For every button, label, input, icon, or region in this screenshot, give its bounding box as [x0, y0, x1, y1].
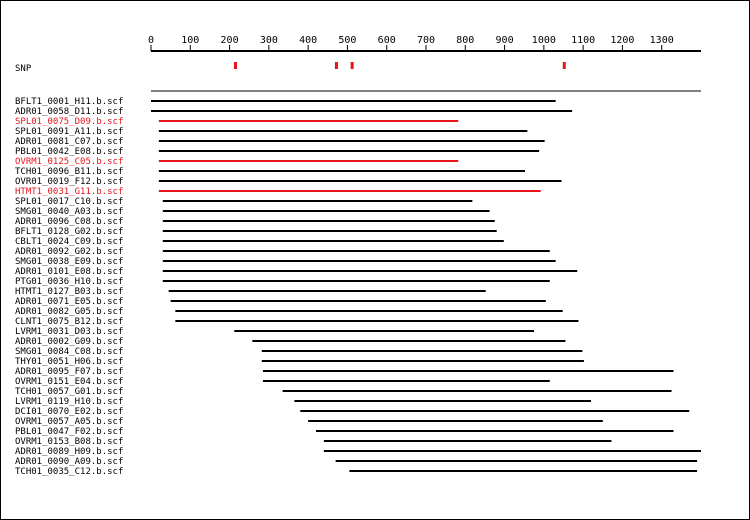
read-label[interactable]: HTMT1_0127_B03.b.scf — [15, 287, 124, 297]
read-label[interactable]: ADR01_0058_D11.b.scf — [15, 107, 124, 117]
axis-tick-label: 100 — [181, 35, 200, 46]
snp-label: SNP — [15, 64, 32, 74]
read-label[interactable]: SPL01_0075_D09.b.scf — [15, 117, 124, 127]
axis-tick-label: 200 — [220, 35, 239, 46]
read-label[interactable]: ADR01_0096_C08.b.scf — [15, 217, 124, 227]
read-label[interactable]: SMG01_0038_E09.b.scf — [15, 257, 124, 267]
position-axis — [148, 35, 701, 51]
read-label[interactable]: ADR01_0095_F07.b.scf — [15, 367, 124, 377]
axis-tick-label: 500 — [338, 35, 357, 46]
read-label[interactable]: CLNT1_0075_B12.b.scf — [15, 317, 124, 327]
read-label[interactable]: THY01_0051_H06.b.scf — [15, 357, 124, 367]
axis-tick-label: 400 — [299, 35, 318, 46]
read-label[interactable]: TCH01_0057_G01.b.scf — [15, 387, 124, 397]
reads-list — [15, 97, 701, 477]
snp-marker — [351, 62, 354, 69]
read-label[interactable]: ADR01_0081_C07.b.scf — [15, 137, 124, 147]
axis-tick-label: 700 — [416, 35, 436, 46]
axis-tick-label: 900 — [495, 35, 514, 46]
read-label[interactable]: TCH01_0035_C12.b.scf — [15, 467, 124, 477]
read-label[interactable]: HTMT1_0031_G11.b.scf — [15, 187, 124, 197]
read-label[interactable]: SPL01_0017_C10.b.scf — [15, 197, 124, 207]
axis-tick-label: 800 — [456, 35, 475, 46]
read-label[interactable]: ADR01_0090_A09.b.scf — [15, 457, 124, 467]
axis-tick-label: 1100 — [571, 35, 596, 46]
read-label[interactable]: PBL01_0042_E08.b.scf — [15, 147, 124, 157]
read-label[interactable]: SMG01_0084_C08.b.scf — [15, 347, 124, 357]
read-label[interactable]: LVRM1_0119_H10.b.scf — [15, 397, 124, 407]
read-label[interactable]: PBL01_0047_F02.b.scf — [15, 427, 124, 437]
read-label[interactable]: SPL01_0091_A11.b.scf — [15, 127, 124, 137]
read-label[interactable]: BFLT1_0128_G02.b.scf — [15, 227, 124, 237]
axis-tick-label: 300 — [259, 35, 278, 46]
axis-tick-label: 1300 — [649, 35, 674, 46]
axis-tick-label: 0 — [147, 35, 155, 46]
read-label[interactable]: LVRM1_0031_D03.b.scf — [15, 327, 124, 337]
read-label[interactable]: ADR01_0002_G09.b.scf — [15, 337, 124, 347]
read-label[interactable]: OVRM1_0057_A05.b.scf — [15, 417, 124, 427]
read-label[interactable]: ADR01_0092_G02.b.scf — [15, 247, 124, 257]
read-label[interactable]: OVRM1_0153_B08.b.scf — [15, 437, 124, 447]
snp-marker — [335, 62, 338, 69]
axis-tick-label: 600 — [377, 35, 396, 46]
read-label[interactable]: ADR01_0082_G05.b.scf — [15, 307, 124, 317]
read-label[interactable]: TCH01_0096_B11.b.scf — [15, 167, 124, 177]
read-label[interactable]: ADR01_0071_E05.b.scf — [15, 297, 124, 307]
read-label[interactable]: BFLT1_0001_H11.b.scf — [15, 97, 124, 107]
axis-tick-label: 1200 — [610, 35, 635, 46]
read-label[interactable]: OVRM1_0151_E04.b.scf — [15, 377, 124, 387]
read-label[interactable]: OVR01_0019_F12.b.scf — [15, 177, 124, 187]
read-label[interactable]: OVRM1_0125_C05.b.scf — [15, 157, 124, 167]
read-label[interactable]: DCI01_0070_E02.b.scf — [15, 407, 124, 417]
snp-track — [15, 62, 566, 74]
read-label[interactable]: SMG01_0040_A03.b.scf — [15, 207, 124, 217]
axis-tick-label: 1000 — [531, 35, 556, 46]
read-label[interactable]: ADR01_0101_E08.b.scf — [15, 267, 124, 277]
read-label[interactable]: ADR01_0089_H09.b.scf — [15, 447, 124, 457]
snp-marker — [563, 62, 566, 69]
alignment-diagram — [1, 1, 749, 519]
snp-marker — [234, 62, 237, 69]
read-label[interactable]: PTG01_0036_H10.b.scf — [15, 277, 124, 287]
read-label[interactable]: CBLT1_0024_C09.b.scf — [15, 237, 124, 247]
